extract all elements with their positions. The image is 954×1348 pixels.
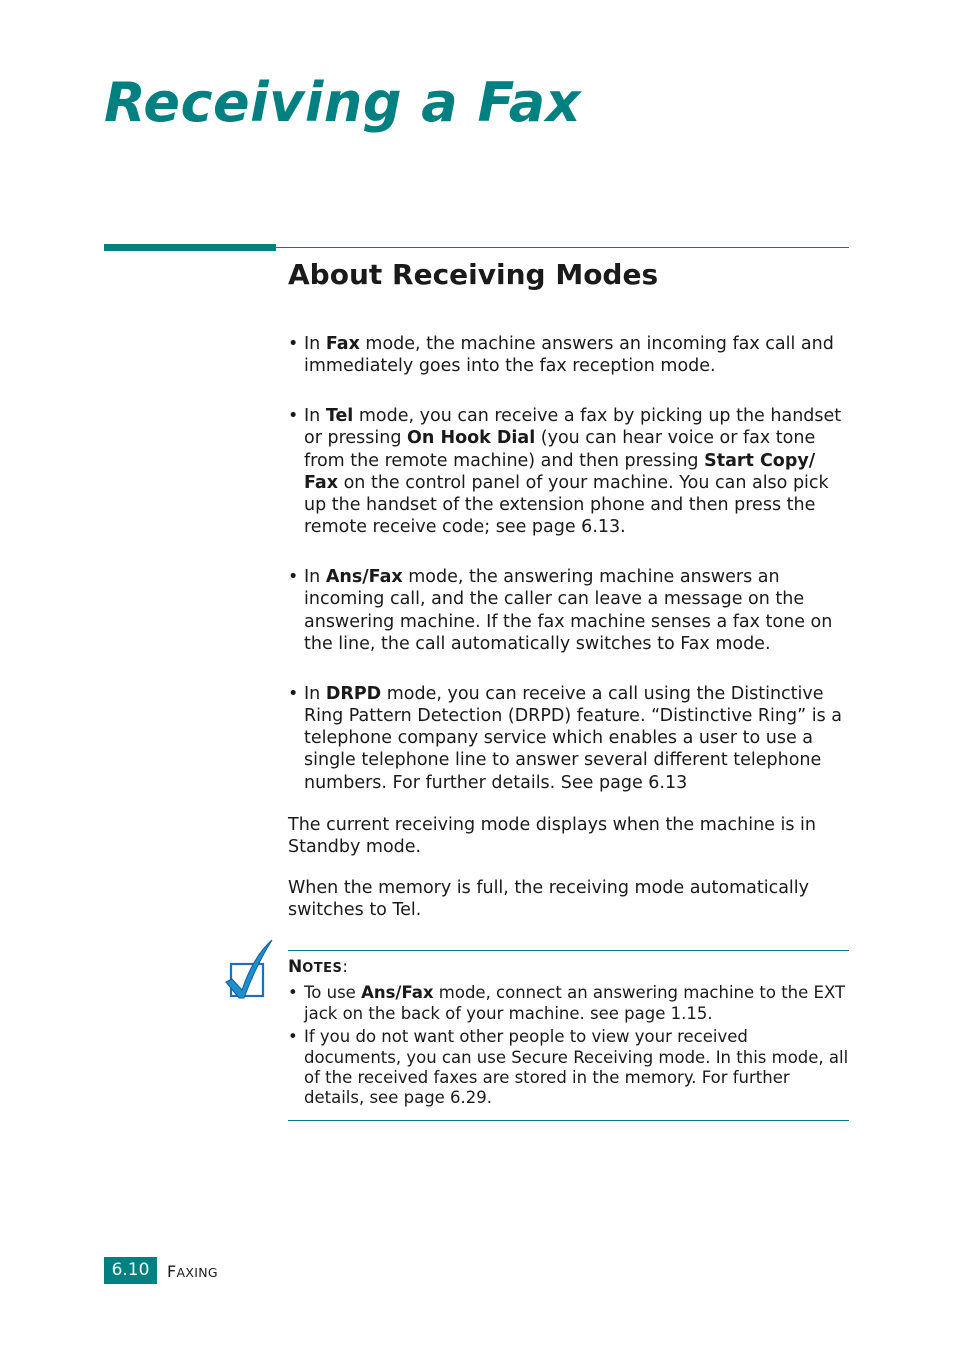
section-rule-thin: [276, 247, 849, 248]
footer-section-name: FAXING: [167, 1262, 218, 1281]
bullet-marker: •: [288, 406, 299, 427]
mode-bullet-tel: • In Tel mode, you can receive a fax by picking up the handset or pressing On Hook Dial (you can hear voice or fax tone from the remote machine) and then pressing Start Copy/ Fax on the control panel of your machine. You can also pick up the handset of the extension phone and then press the remote receive code; see page 6.13.: [288, 406, 842, 538]
notes-box: [288, 950, 849, 1121]
section-title: About Receiving Modes: [288, 258, 659, 291]
bullet-marker: •: [288, 983, 298, 1003]
standby-paragraph: The current receiving mode displays when the machine is in Standby mode.: [288, 814, 816, 857]
note-item-secure-receiving: • If you do not want other people to view your received documents, you can use Secure Receiving mode. In this mode, all of the received faxes are stored in the memory. For further details, see page 6.29.: [288, 1027, 849, 1108]
mode-bullet-drpd: • In DRPD mode, you can receive a call using the Distinctive Ring Pattern Detection (DRPD) feature. “Distinctive Ring” is a telephone company service which enables a user to use a single telephone line to answer several different telephone numbers. For further details. See page 6.13: [288, 683, 843, 793]
bullet-marker: •: [288, 334, 299, 354]
mode-bullet-fax: • In Fax mode, the machine answers an incoming fax call and immediately goes into the fax reception mode.: [288, 334, 834, 377]
section-rule-thick: [104, 244, 276, 251]
notes-heading: NOTES:: [288, 957, 348, 977]
note-item-answering-machine: • To use Ans/Fax mode, connect an answering machine to the EXT jack on the back of your machine. see page 1.15.: [288, 983, 846, 1023]
main-content: [288, 333, 852, 940]
page-number: 6.10: [104, 1257, 157, 1284]
chapter-title: Receiving a Fax: [104, 71, 581, 134]
checkmark-note-icon: [222, 938, 276, 1002]
memory-full-paragraph: When the memory is full, the receiving mode automatically switches to Tel.: [288, 878, 810, 921]
bullet-marker: •: [288, 567, 299, 588]
bullet-marker: •: [288, 683, 299, 704]
mode-bullet-ans-fax: • In Ans/Fax mode, the answering machine answers an incoming call, and the caller can leave a message on the answering machine. If the fax machine senses a fax tone on the line, the call automatically switches to Fax mode.: [288, 567, 833, 654]
bullet-marker: •: [288, 1027, 298, 1047]
